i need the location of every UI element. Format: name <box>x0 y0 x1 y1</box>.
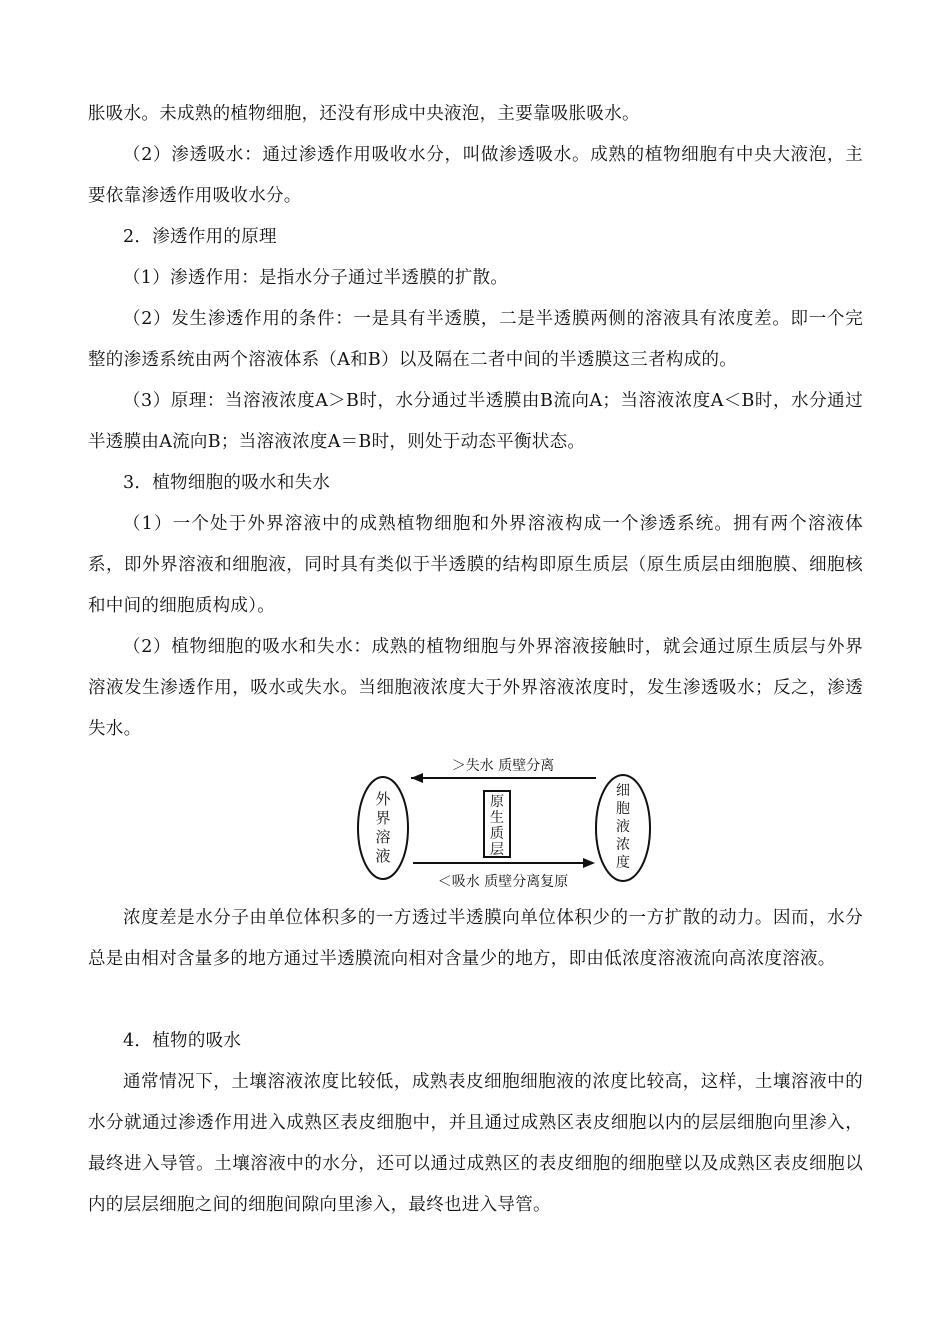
heading-2: 2．渗透作用的原理 <box>123 227 277 247</box>
paragraph-osmosis-definition: （1）渗透作用：是指水分子通过半透膜的扩散。 <box>123 268 509 288</box>
bottom-arrow-head <box>583 858 595 868</box>
paragraph-concentration-difference: 浓度差是水分子由单位体积多的一方透过半透膜向单位体积少的一方扩散的动力。因而，水分总是由相对含量多的地方通过半透膜流向相对含量少的地方，即由低浓度溶液流向高浓度溶液。 <box>88 908 863 969</box>
right-char: 胞 <box>616 801 630 817</box>
paragraph-osmosis-conditions: （2）发生渗透作用的条件：一是具有半透膜，二是半透膜两侧的溶液具有浓度差。即一个完整的渗透系统由两个溶液体系（A和B）以及隔在二者中间的半透膜这三者构成的。 <box>88 309 863 370</box>
paragraph-1: 胀吸水。未成熟的植物细胞，还没有形成中央液泡，主要靠吸胀吸水。 <box>88 104 640 124</box>
paragraph-absorb-lose-water: （2）植物细胞的吸水和失水：成熟的植物细胞与外界溶液接触时，就会通过原生质层与外界溶液发生渗透作用，吸水或失水。当细胞液浓度大于外界溶液浓度时，发生渗透吸水；反之，渗透失水。 <box>88 637 863 739</box>
paragraph-osmotic-system: （1）一个处于外界溶液中的成熟植物细胞和外界溶液构成一个渗透系统。拥有两个溶液体系，即外界溶液和细胞液，同时具有类似于半透膜的结构即原生质层（原生质层由细胞膜、细胞核和中间的细胞质构成）。 <box>88 514 863 616</box>
heading-3: 3．植物细胞的吸水和失水 <box>123 473 331 493</box>
middle-char: 层 <box>490 842 504 858</box>
left-char: 液 <box>375 847 391 865</box>
top-arrow-label: ＞失水 质壁分离 <box>451 758 555 774</box>
paragraph-osmosis-principle: （3）原理：当溶液浓度A＞B时，水分通过半透膜由B流向A；当溶液浓度A＜B时，水分通过半透膜由A流向B；当溶液浓度A＝B时，则处于动态平衡状态。 <box>88 391 863 452</box>
right-char: 浓 <box>616 837 630 853</box>
middle-char: 原 <box>490 794 504 810</box>
right-char: 细 <box>616 783 630 799</box>
right-char: 液 <box>616 819 630 835</box>
paragraph-2: （2）渗透吸水：通过渗透作用吸收水分，叫做渗透吸水。成熟的植物细胞有中央大液泡，主要依靠渗透作用吸收水分。 <box>88 145 863 206</box>
left-char: 溶 <box>375 828 391 846</box>
middle-char: 生 <box>490 810 504 826</box>
right-char: 度 <box>616 855 630 871</box>
left-char: 界 <box>375 809 391 827</box>
heading-4: 4．植物的吸水 <box>123 1031 242 1051</box>
middle-char: 质 <box>490 826 504 842</box>
paragraph-plant-water-absorption: 通常情况下，土壤溶液浓度比较低，成熟表皮细胞细胞液的浓度比较高，这样，土壤溶液中的水分就通过渗透作用进入成熟区表皮细胞中，并且通过成熟区表皮细胞以内的层层细胞向里渗入，最终进入导管。土壤溶液中的水分，还可以通过成熟区的表皮细胞的细胞壁以及成熟区表皮细胞以内的层层细胞之间的细胞间隙向里渗入，最终也进入导管。 <box>88 1072 863 1215</box>
left-char: 外 <box>375 790 391 808</box>
osmosis-diagram <box>353 748 653 896</box>
bottom-arrow-label: ＜吸水 质壁分离复原 <box>437 874 569 890</box>
top-arrow-head <box>411 773 423 783</box>
